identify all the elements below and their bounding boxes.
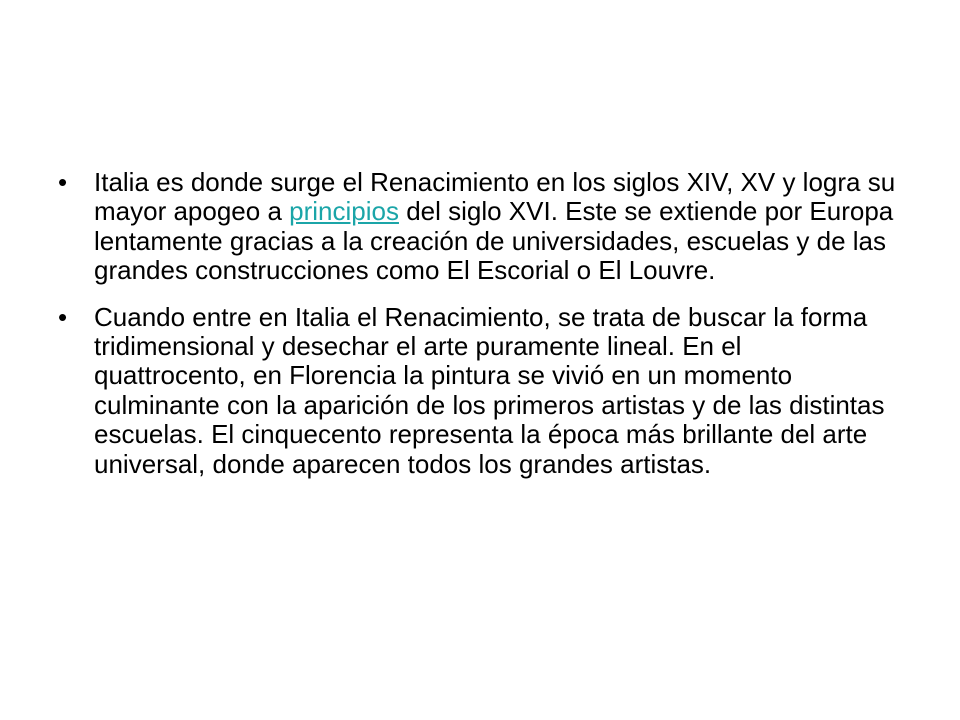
bullet-item-renacimiento-origen [58, 168, 898, 286]
paragraph-text-start: Italia es donde surge el Renacimiento en los siglos XIV, XV y logra su mayor apogeo a [94, 167, 896, 227]
principios-link[interactable]: principios [289, 196, 399, 227]
bullet-item-renacimiento-italia [58, 303, 898, 479]
paragraph-text: Cuando entre en Italia el Renacimiento, se trata de buscar la forma tridimensional y desechar el arte puramente lineal. En el quattrocento, en Florencia la pintura se vivió en un momento culminante con la aparición de los primeros artistas y de las distintas escuelas. El cinquecento representa la época más brillante del arte universal, donde aparecen todos los grandes artistas. [94, 301, 885, 479]
paragraph-text-end: del siglo XVI. Este se extiende por Europa lentamente gracias a la creación de universidades, escuelas y de las grandes construcciones como El Escorial o El Louvre. [94, 196, 894, 286]
bullet-icon: • [58, 167, 68, 197]
bullet-list [58, 168, 898, 496]
bullet-icon: • [58, 301, 68, 332]
paragraph-text [94, 168, 898, 286]
